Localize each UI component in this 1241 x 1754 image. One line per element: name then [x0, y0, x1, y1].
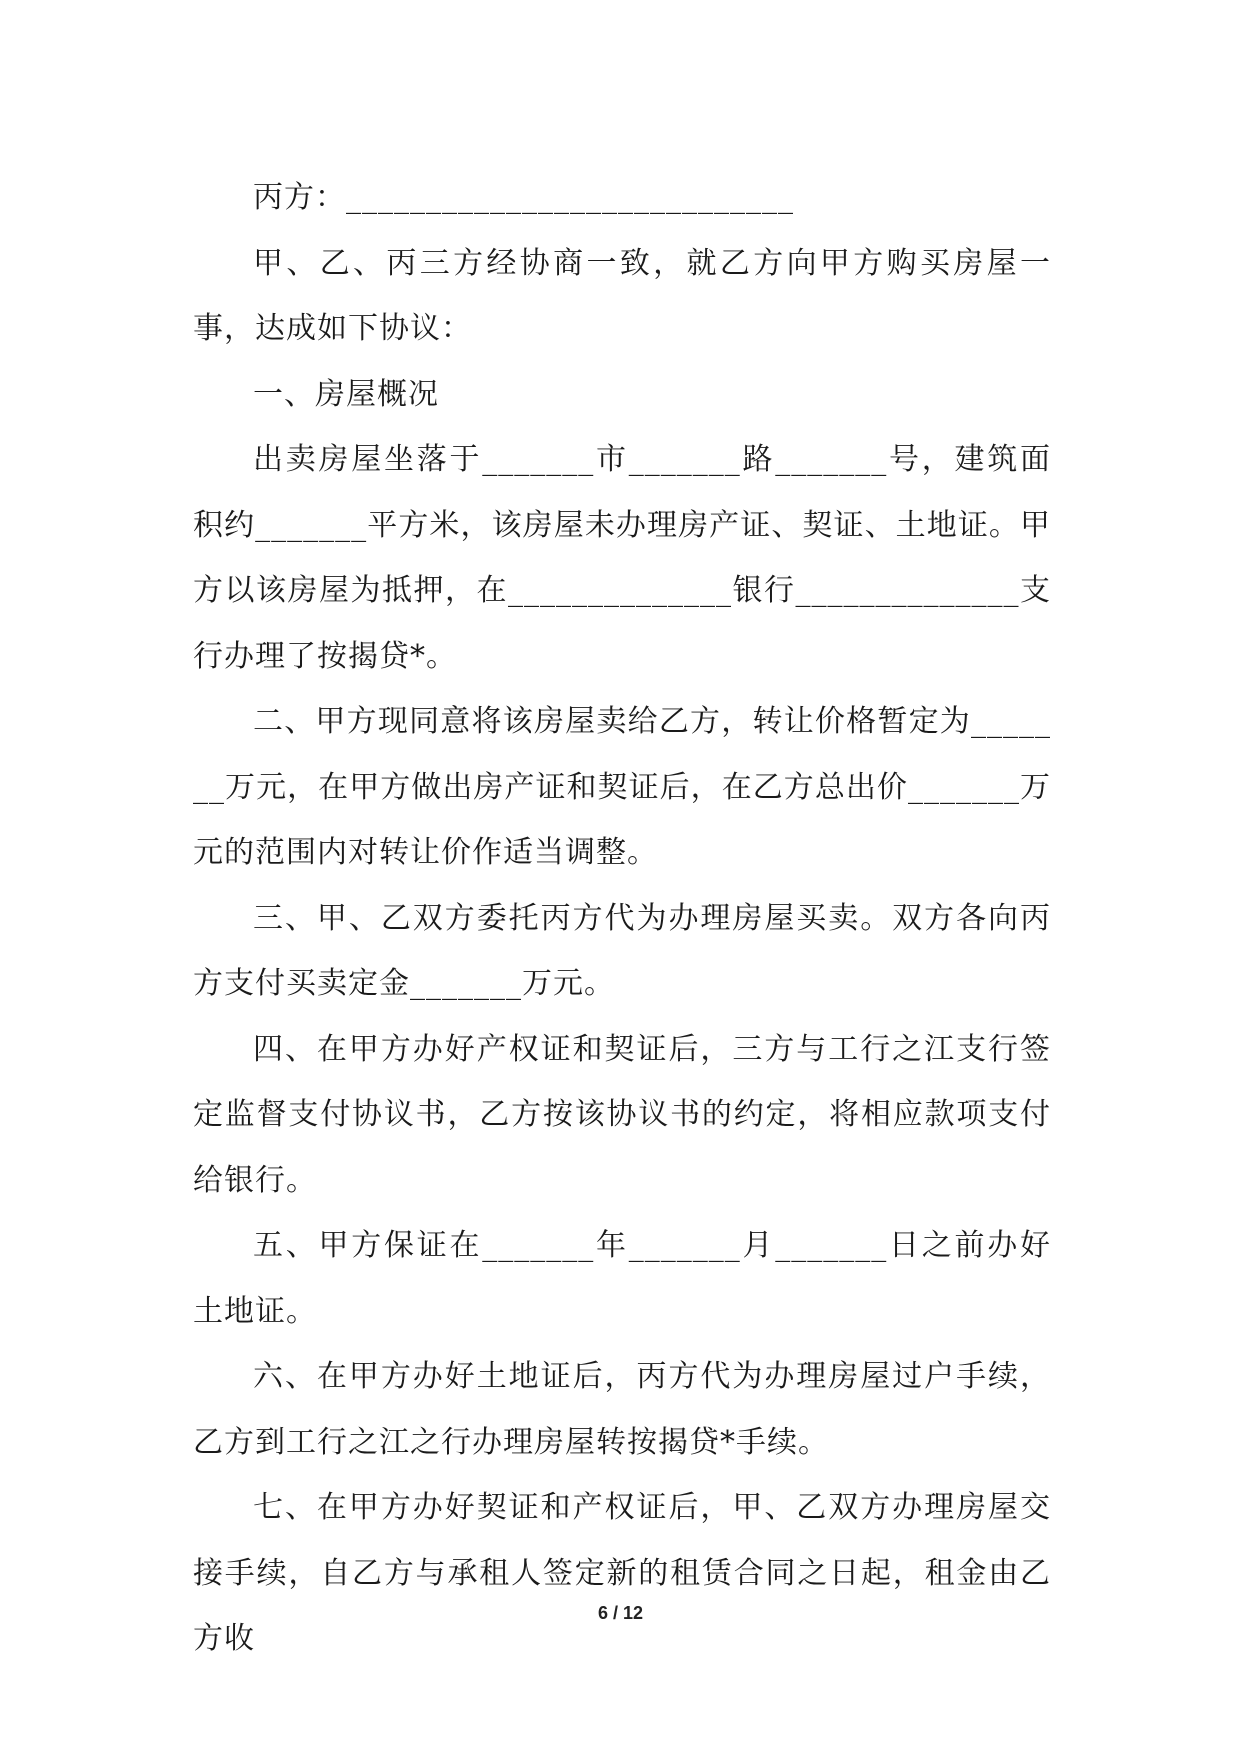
clause-house-location: 出卖房屋坐落于_______市_______路_______号，建筑面积约_______平方米，该房屋未办理房产证、契证、土地证。甲方以该房屋为抵押，在______________银行______________支行办理了按揭贷*。 [193, 442, 1051, 674]
clause-6-transfer: 六、在甲方办好土地证后，丙方代为办理房屋过户手续，乙方到工行之江之行办理房屋转按揭贷*手续。 [193, 1359, 1051, 1460]
clause-5-land-certificate: 五、甲方保证在_______年_______月_______日之前办好土地证。 [193, 1228, 1051, 1329]
party-c-line: 丙方：____________________________ [253, 180, 794, 215]
clause-3-deposit: 三、甲、乙双方委托丙方代为办理房屋买卖。双方各向丙方支付买卖定金_______万元。 [193, 900, 1051, 1001]
page-number: 6 / 12 [597, 1603, 644, 1623]
clause-7-handover: 七、在甲方办好契证和产权证后，甲、乙双方办理房屋交接手续，自乙方与承租人签定新的租赁合同之日起，租金由乙方收 [193, 1490, 1051, 1656]
document-body [193, 165, 1051, 1672]
clause-2-price: 二、甲方现同意将该房屋卖给乙方，转让价格暂定为_______万元，在甲方做出房产证和契证后，在乙方总出价_______万元的范围内对转让价作适当调整。 [193, 704, 1051, 870]
section-heading-house-overview: 一、房屋概况 [253, 376, 439, 412]
preamble-paragraph: 甲、乙、丙三方经协商一致，就乙方向甲方购买房屋一事，达成如下协议： [193, 245, 1051, 346]
clause-4-supervision: 四、在甲方办好产权证和契证后，三方与工行之江支行签定监督支付协议书，乙方按该协议书的约定，将相应款项支付给银行。 [193, 1031, 1051, 1198]
